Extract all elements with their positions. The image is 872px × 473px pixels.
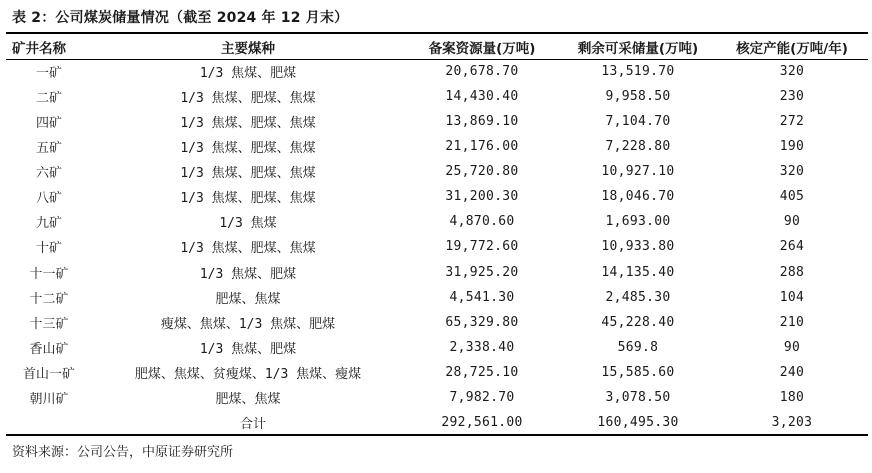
cell-recorded-resources: 7,982.70 bbox=[449, 389, 515, 405]
table-row bbox=[6, 335, 868, 360]
cell-remaining-reserves: 10,927.10 bbox=[601, 164, 675, 180]
cell-recorded-resources: 14,430.40 bbox=[445, 89, 519, 105]
cell-mine-name: 十一矿 bbox=[29, 266, 69, 282]
cell-approved-capacity: 90 bbox=[783, 214, 801, 230]
table-row bbox=[6, 159, 868, 184]
cell-remaining-reserves: 9,958.50 bbox=[605, 89, 671, 105]
table-caption: 表 2：公司煤炭储量情况（截至 2024 年 12 月末） bbox=[12, 10, 349, 26]
cell-remaining-reserves: 7,104.70 bbox=[605, 114, 671, 130]
header-coal-type: 主要煤种 bbox=[221, 40, 275, 57]
cell-mine-name: 首山一矿 bbox=[22, 366, 75, 382]
cell-recorded-resources: 2,338.40 bbox=[449, 339, 515, 355]
cell-coal-type: 1/3 焦煤、肥煤 bbox=[199, 341, 297, 357]
cell-coal-type: 1/3 焦煤、肥煤、焦煤 bbox=[180, 166, 316, 182]
cell-recorded-resources: 25,720.80 bbox=[445, 164, 519, 180]
cell-mine-name: 八矿 bbox=[35, 191, 62, 207]
cell-mine-name: 六矿 bbox=[35, 166, 62, 182]
cell-remaining-reserves: 2,485.30 bbox=[605, 289, 671, 305]
header-remaining-reserves: 剩余可采储量(万吨) bbox=[577, 40, 699, 57]
table-row bbox=[6, 59, 868, 84]
table-row bbox=[6, 134, 868, 159]
cell-mine-name: 四矿 bbox=[35, 116, 62, 132]
header-approved-capacity: 核定产能(万吨/年) bbox=[736, 40, 848, 57]
cell-coal-type: 肥煤、焦煤 bbox=[215, 291, 281, 307]
table-total-row bbox=[6, 410, 868, 435]
table-row bbox=[6, 260, 868, 285]
cell-coal-type: 肥煤、焦煤 bbox=[215, 391, 281, 407]
table-row bbox=[6, 109, 868, 134]
cell-mine-name: 二矿 bbox=[35, 91, 62, 107]
cell-recorded-resources: 31,925.20 bbox=[445, 264, 519, 280]
cell-approved-capacity: 240 bbox=[779, 364, 805, 380]
table-header-row bbox=[6, 34, 868, 59]
table-row bbox=[6, 385, 868, 410]
cell-approved-capacity: 190 bbox=[779, 139, 805, 155]
table-row bbox=[6, 285, 868, 310]
cell-remaining-reserves: 569.8 bbox=[617, 339, 659, 355]
source-note: 资料来源：公司公告，中原证券研究所 bbox=[12, 445, 234, 460]
cell-mine-name: 香山矿 bbox=[29, 341, 69, 357]
cell-coal-type: 1/3 焦煤、肥煤、焦煤 bbox=[180, 241, 316, 257]
cell-coal-type: 肥煤、焦煤、贫瘦煤、1/3 焦煤、瘦煤 bbox=[134, 366, 362, 382]
table-row bbox=[6, 84, 868, 109]
cell-total-label: 合计 bbox=[239, 416, 266, 432]
cell-recorded-resources: 28,725.10 bbox=[445, 364, 519, 380]
cell-mine-name: 十二矿 bbox=[29, 291, 69, 307]
cell-recorded-resources: 4,870.60 bbox=[449, 214, 515, 230]
table-row bbox=[6, 209, 868, 234]
cell-remaining-reserves: 7,228.80 bbox=[605, 139, 671, 155]
cell-approved-capacity: 104 bbox=[779, 289, 805, 305]
table-row bbox=[6, 310, 868, 335]
cell-coal-type: 1/3 焦煤、肥煤、焦煤 bbox=[180, 191, 316, 207]
cell-coal-type: 1/3 焦煤、肥煤、焦煤 bbox=[180, 91, 316, 107]
cell-recorded-resources: 20,678.70 bbox=[445, 64, 519, 80]
cell-approved-capacity: 90 bbox=[783, 339, 801, 355]
cell-coal-type: 1/3 焦煤、肥煤 bbox=[199, 66, 297, 82]
cell-coal-type: 瘦煤、焦煤、1/3 焦煤、肥煤 bbox=[160, 316, 336, 332]
cell-recorded-resources: 65,329.80 bbox=[445, 314, 519, 330]
cell-coal-type: 1/3 焦煤、肥煤、焦煤 bbox=[180, 116, 316, 132]
cell-approved-capacity: 405 bbox=[779, 189, 805, 205]
cell-total-recorded: 292,561.00 bbox=[441, 414, 523, 430]
cell-approved-capacity: 180 bbox=[779, 389, 805, 405]
cell-mine-name: 一矿 bbox=[35, 66, 62, 82]
table-row bbox=[6, 184, 868, 209]
cell-approved-capacity: 320 bbox=[779, 64, 805, 80]
table-body bbox=[6, 59, 868, 435]
cell-approved-capacity: 272 bbox=[779, 114, 805, 130]
cell-recorded-resources: 13,869.10 bbox=[445, 114, 519, 130]
cell-mine-name: 九矿 bbox=[35, 216, 62, 232]
cell-recorded-resources: 21,176.00 bbox=[445, 139, 519, 155]
cell-remaining-reserves: 3,078.50 bbox=[605, 389, 671, 405]
cell-remaining-reserves: 45,228.40 bbox=[601, 314, 675, 330]
table-row bbox=[6, 360, 868, 385]
cell-remaining-reserves: 10,933.80 bbox=[601, 239, 675, 255]
cell-approved-capacity: 210 bbox=[779, 314, 805, 330]
cell-approved-capacity: 288 bbox=[779, 264, 805, 280]
cell-remaining-reserves: 1,693.00 bbox=[605, 214, 671, 230]
cell-remaining-reserves: 14,135.40 bbox=[601, 264, 675, 280]
cell-mine-name: 十矿 bbox=[35, 241, 62, 257]
cell-remaining-reserves: 15,585.60 bbox=[601, 364, 675, 380]
cell-mine-name: 十三矿 bbox=[29, 316, 69, 332]
cell-remaining-reserves: 18,046.70 bbox=[601, 189, 675, 205]
cell-coal-type: 1/3 焦煤、肥煤、焦煤 bbox=[180, 141, 316, 157]
cell-total-remaining: 160,495.30 bbox=[597, 414, 679, 430]
cell-recorded-resources: 4,541.30 bbox=[449, 289, 515, 305]
cell-approved-capacity: 230 bbox=[779, 89, 805, 105]
cell-recorded-resources: 31,200.30 bbox=[445, 189, 519, 205]
header-mine-name: 矿井名称 bbox=[12, 40, 66, 57]
cell-approved-capacity: 264 bbox=[779, 239, 805, 255]
table-row bbox=[6, 234, 868, 259]
cell-mine-name: 五矿 bbox=[35, 141, 62, 157]
cell-recorded-resources: 19,772.60 bbox=[445, 239, 519, 255]
cell-mine-name: 朝川矿 bbox=[29, 391, 69, 407]
cell-coal-type: 1/3 焦煤、肥煤 bbox=[199, 266, 297, 282]
cell-total-capacity: 3,203 bbox=[771, 414, 813, 430]
coal-reserves-table bbox=[6, 34, 868, 435]
cell-remaining-reserves: 13,519.70 bbox=[601, 64, 675, 80]
cell-approved-capacity: 320 bbox=[779, 164, 805, 180]
cell-coal-type: 1/3 焦煤 bbox=[219, 216, 277, 232]
header-recorded-resources: 备案资源量(万吨) bbox=[428, 40, 536, 57]
